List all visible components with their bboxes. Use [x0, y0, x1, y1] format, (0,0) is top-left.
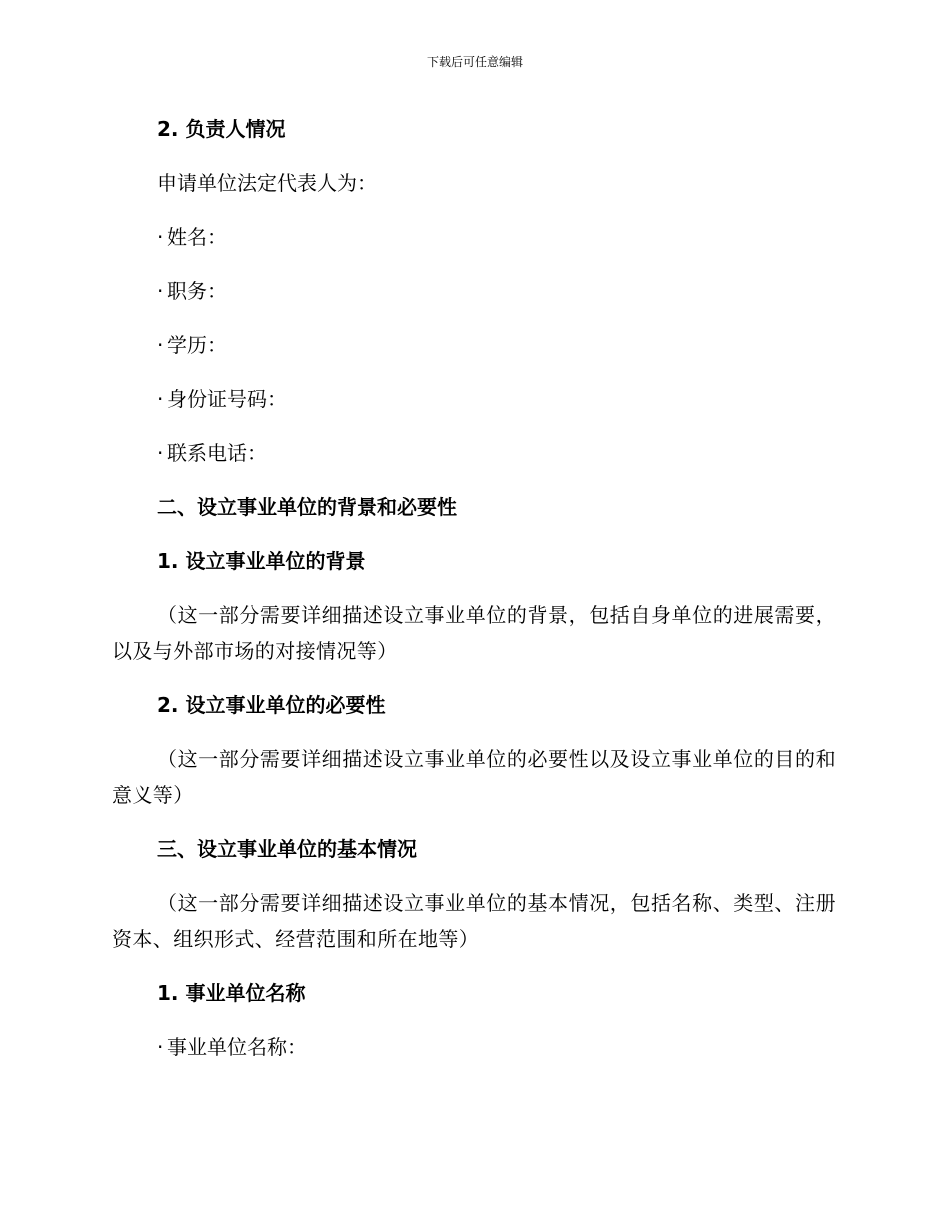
bullet-text: 职务： [167, 279, 227, 303]
bullet-item-unit-name [112, 1029, 836, 1065]
bullet-dot-icon: · [157, 279, 164, 303]
bullet-dot-icon: · [157, 225, 164, 249]
bullet-text: 学历： [167, 333, 227, 357]
bullet-item-education [112, 327, 836, 363]
bullet-item-position [112, 273, 836, 309]
page-header: 下载后可任意编辑 [426, 55, 523, 69]
bullet-dot-icon: · [157, 1035, 164, 1059]
bullet-text: 事业单位名称： [167, 1035, 307, 1059]
bullet-text: 姓名： [167, 225, 227, 249]
bullet-item-phone [112, 435, 836, 471]
legal-rep-intro: 申请单位法定代表人为： [157, 171, 377, 195]
bullet-item-name [112, 219, 836, 255]
document-body [112, 111, 836, 1083]
heading-unit-name: 1. 事业单位名称 [157, 981, 306, 1005]
paragraph-basic-info: （这一部分需要详细描述设立事业单位的基本情况，包括名称、类型、注册资本、组织形式、经营范围和所在地等） [112, 891, 836, 951]
bullet-item-id-number [112, 381, 836, 417]
bullet-text: 联系电话： [167, 441, 267, 465]
bullet-dot-icon: · [157, 441, 164, 465]
heading-necessity: 2. 设立事业单位的必要性 [157, 693, 386, 717]
bullet-text: 身份证号码： [167, 387, 287, 411]
heading-background: 1. 设立事业单位的背景 [157, 549, 366, 573]
paragraph-background: （这一部分需要详细描述设立事业单位的背景，包括自身单位的进展需要，以及与外部市场的对接情况等） [112, 603, 836, 663]
paragraph-necessity: （这一部分需要详细描述设立事业单位的必要性以及设立事业单位的目的和意义等） [112, 747, 836, 807]
heading-part-two: 二、设立事业单位的背景和必要性 [157, 495, 457, 519]
bullet-dot-icon: · [157, 387, 164, 411]
heading-part-three: 三、设立事业单位的基本情况 [157, 837, 417, 861]
bullet-dot-icon: · [157, 333, 164, 357]
heading-responsible-person: 2. 负责人情况 [157, 117, 286, 141]
